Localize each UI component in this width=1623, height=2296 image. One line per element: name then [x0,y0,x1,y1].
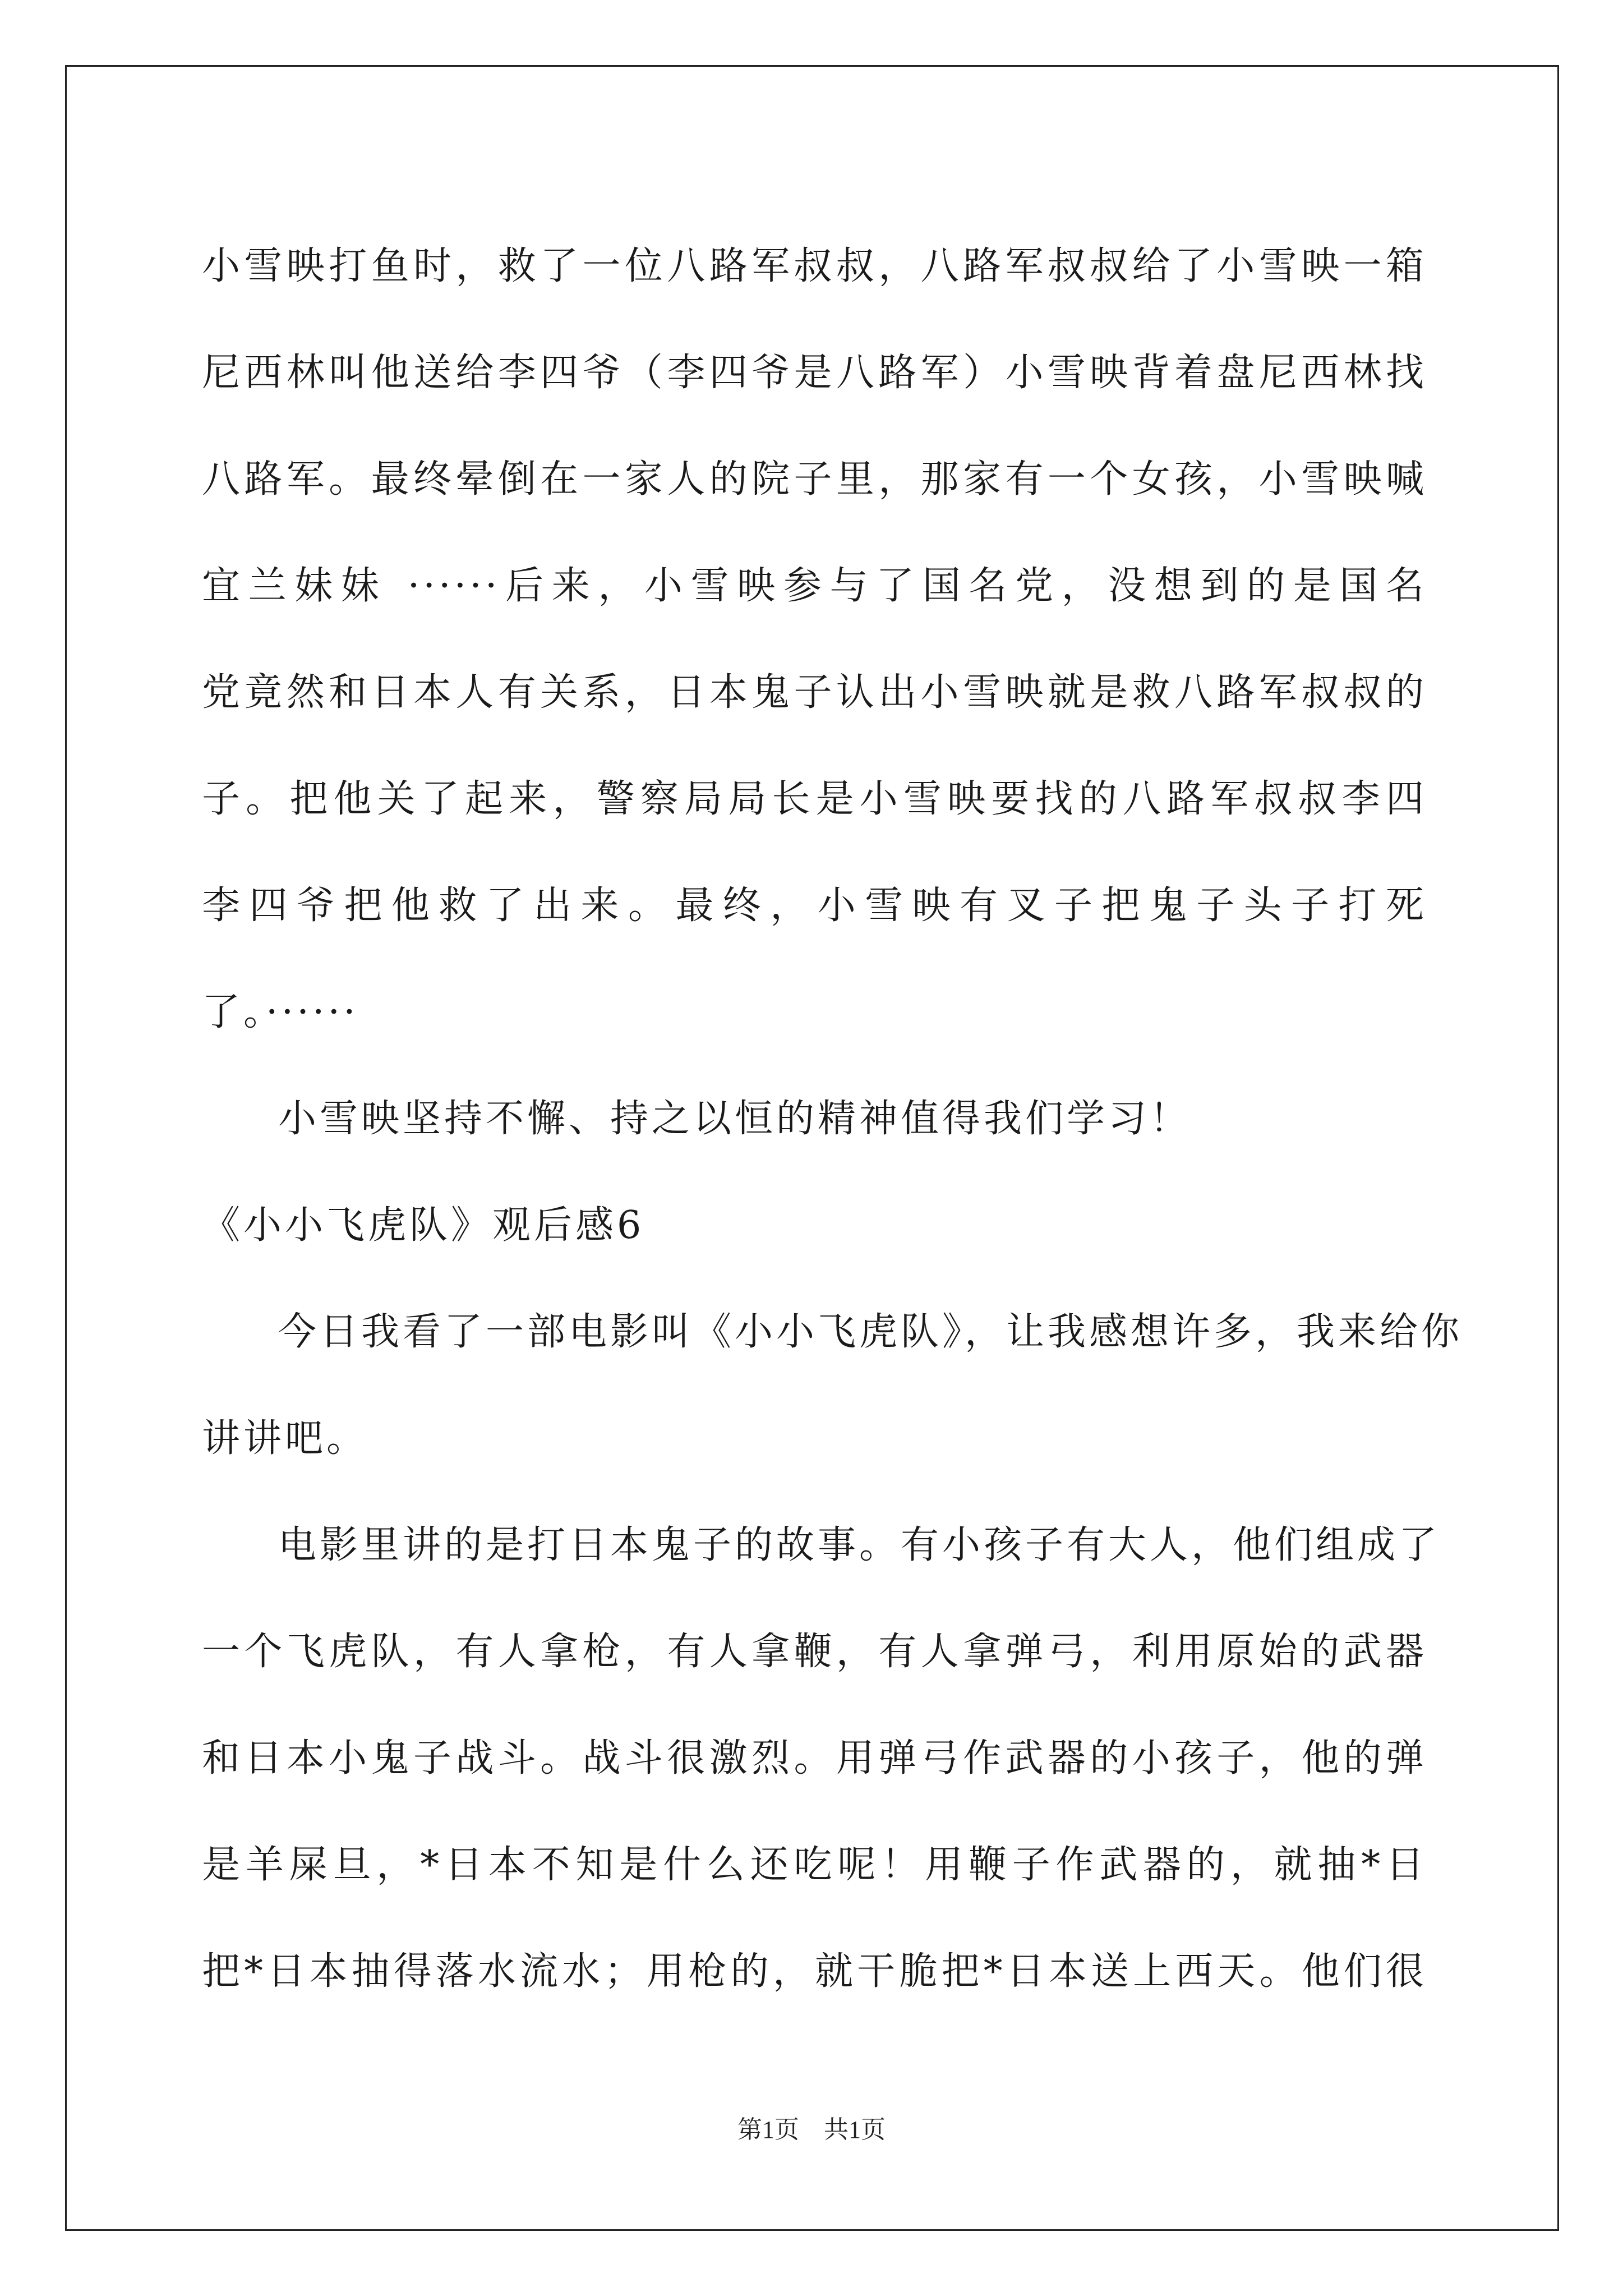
text-line: 八路军。最终晕倒在一家人的院子里，那家有一个女孩，小雪映喊 [202,457,1427,501]
text-line: 子。把他关了起来，警察局局长是小雪映要找的八路军叔叔李四 [202,777,1427,821]
document-body [202,213,1463,2025]
text-line: 是羊屎旦，*日本不知是什么还吃呢！用鞭子作武器的，就抽*日 [202,1843,1427,1887]
text-line: 了。······ [202,990,359,1034]
text-line: 讲讲吧。 [202,1416,368,1461]
page-footer: 第1页 共1页 [737,2116,886,2143]
text-line: 小雪映打鱼时，救了一位八路军叔叔，八路军叔叔给了小雪映一箱 [202,244,1427,288]
paragraph-line: 小雪映坚持不懈、持之以恒的精神值得我们学习！ [278,1097,1192,1141]
text-line: 和日本小鬼子战斗。战斗很激烈。用弹弓作武器的小孩子，他的弹 [202,1736,1427,1780]
text-line: 一个飞虎队，有人拿枪，有人拿鞭，有人拿弹弓，利用原始的武器 [202,1630,1427,1674]
paragraph-line: 今日我看了一部电影叫《小小飞虎队》，让我感想许多，我来给你 [278,1310,1463,1354]
text-line: 宜兰妹妹 ······后来，小雪映参与了国名党，没想到的是国名 [202,564,1427,608]
paragraph-line: 电影里讲的是打日本鬼子的故事。有小孩子有大人，他们组成了 [278,1523,1441,1567]
text-line: 李四爷把他救了出来。最终，小雪映有叉子把鬼子头子打死 [202,884,1427,928]
section-heading: 《小小飞虎队》观后感6 [202,1203,645,1248]
text-line: 尼西林叫他送给李四爷（李四爷是八路军）小雪映背着盘尼西林找 [202,351,1427,395]
text-line: 把*日本抽得落水流水；用枪的，就干脆把*日本送上西天。他们很 [202,1949,1427,1994]
text-line: 党竟然和日本人有关系，日本鬼子认出小雪映就是救八路军叔叔的 [202,670,1427,715]
